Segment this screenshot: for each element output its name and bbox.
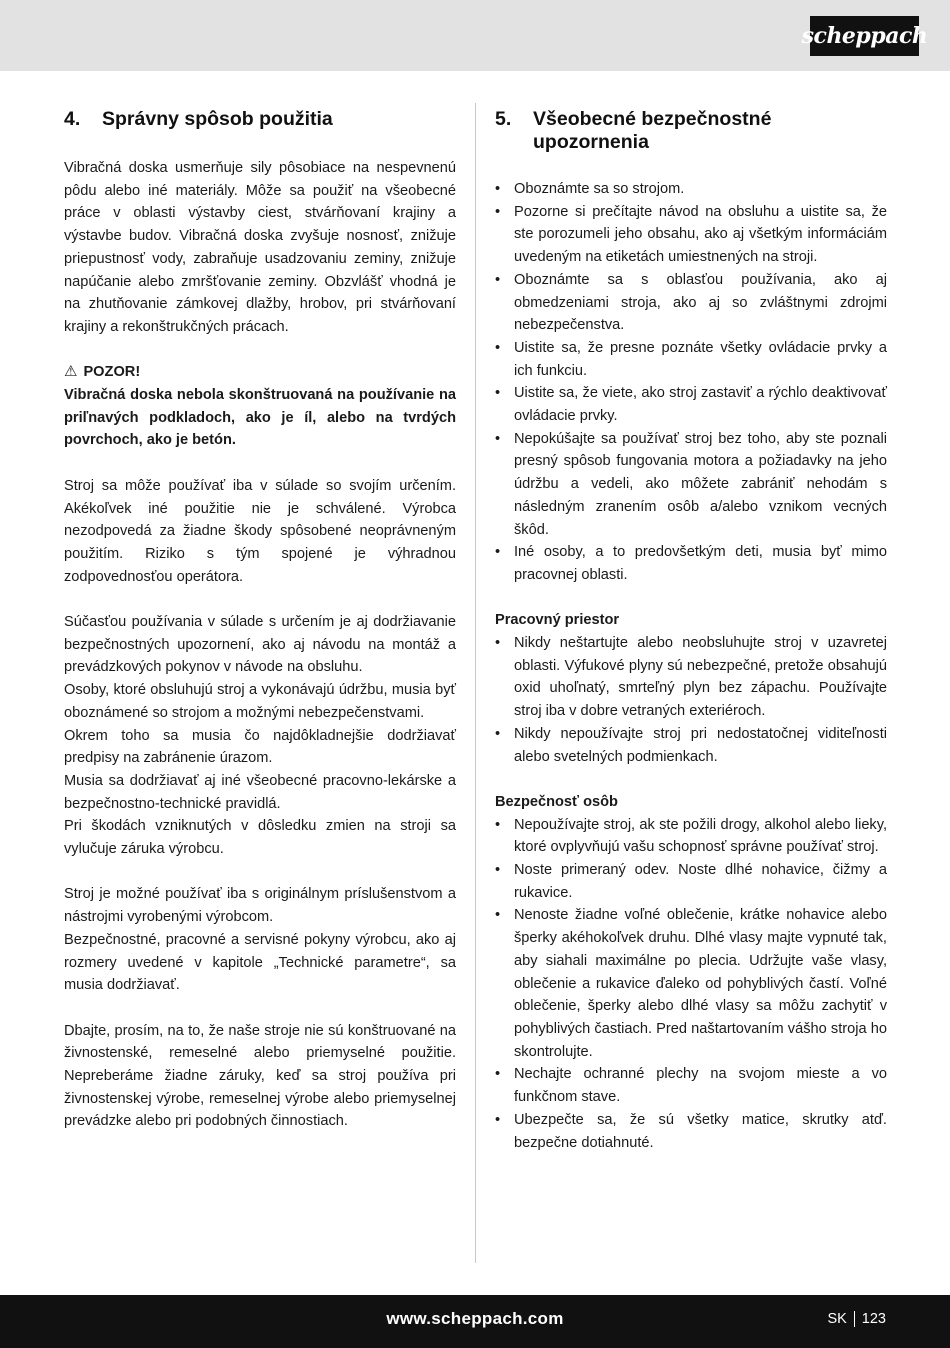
header-band	[0, 0, 950, 71]
warning-title-text: POZOR!	[83, 364, 141, 381]
general-safety-list	[495, 178, 887, 587]
page-indicator	[827, 1295, 886, 1342]
section-4-title: Správny spôsob použitia	[102, 108, 333, 130]
section-4-number: 4.	[64, 108, 81, 130]
right-column	[495, 108, 887, 1154]
commercial-use-paragraph: Dbajte, prosím, na to, že naše stroje nie sú konštruované na živnostenské, remeselné alebo priemyselné použitie. Nepreberáme žiadne záruky, keď sa stroj používa pri živnostenskej výrobe, remeselnej výrobe alebo priemyselnej prevádzke alebo pri podobných činnostiach.	[64, 1022, 456, 1130]
list-item: • Ubezpečte sa, že sú všetky matice, skrutky atď. bezpečne dotiahnuté.	[495, 1109, 887, 1154]
list-item: • Noste primeraný odev. Noste dlhé nohavice, čižmy a rukavice.	[495, 859, 887, 904]
medical-rules-paragraph: Musia sa dodržiavať aj iné všeobecné pracovno-lekárske a bezpečnostno-technické pravidlá.	[64, 772, 456, 812]
list-item: • Nepoužívajte stroj, ak ste požili drogy, alkohol alebo lieky, ktoré ovplyvňujú vašu schopnosť správne používať stroj.	[495, 814, 887, 859]
manufacturer-instructions-paragraph: Bezpečnostné, pracovné a servisné pokyny výrobcu, ako aj rozmery uvedené v kapitole „Technické parametre“, sa musia dodržiavať.	[64, 931, 456, 994]
list-item: • Oboznámte sa so strojom.	[495, 178, 887, 201]
list-item: • Uistite sa, že presne poznáte všetky ovládacie prvky a ich funkciu.	[495, 337, 887, 382]
list-item: • Nepokúšajte sa používať stroj bez toho, aby ste poznali presný spôsob fungovania motora a požiadavky na jeho údržbu a vedeli, ako môžete zabrániť nehodám s následným zranením osôb a/alebo vznikom vecných škôd.	[495, 428, 887, 542]
page-number: 123	[861, 1310, 886, 1327]
section-4-heading	[64, 108, 456, 131]
usage-restriction-paragraph: Stroj sa môže používať iba v súlade so svojím určením. Akékoľvek iné použitie nie je schválené. Výrobca nezodpovedá za žiadne škody spôsobené neoprávneným použitím. Riziko s tým spojené je výhradnou zodpovednosťou operátora.	[64, 477, 456, 585]
section-5-heading	[495, 108, 887, 154]
section-5-title: Všeobecné bezpečnostné upozornenia	[533, 108, 772, 153]
list-item: • Iné osoby, a to predovšetkým deti, musia byť mimo pracovnej oblasti.	[495, 541, 887, 586]
workspace-list	[495, 632, 887, 768]
compliance-paragraph: Súčasťou používania v súlade s určením je aj dodržiavanie bezpečnostných upozornení, ako aj návodu na montáž a prevádzkových pokynov v návode na obsluhu.	[64, 614, 456, 676]
workspace-subheading: Pracovný priestor	[495, 612, 620, 629]
footer-band	[0, 1295, 950, 1348]
footer-url: www.scheppach.com	[386, 1308, 564, 1328]
language-code: SK	[827, 1310, 847, 1327]
list-item: • Nechajte ochranné plechy na svojom mieste a vo funkčnom stave.	[495, 1063, 887, 1108]
column-divider	[475, 103, 476, 1263]
page-separator	[854, 1311, 855, 1327]
accident-prevention-paragraph: Okrem toho sa musia čo najdôkladnejšie dodržiavať predpisy na zabránenie úrazom.	[64, 727, 456, 767]
warning-text: Vibračná doska nebola skonštruovaná na používanie na priľnavých podkladoch, ako je íl, alebo na tvrdých povrchoch, ako je betón.	[64, 387, 456, 449]
list-item: • Nenoste žiadne voľné oblečenie, krátke nohavice alebo šperky akéhokoľvek druhu. Dlhé vlasy majte vypnuté tak, aby siahali maximálne po plecia. Udržujte vaše vlasy, oblečenie a rukavice ďaleko od pohyblivých častí. Voľné oblečenie, šperky alebo dlhé vlasy sa môžu zachytiť v pohyblivých častiach. Pred naštartovaním vášho stroja ho skontrolujte.	[495, 904, 887, 1063]
warranty-paragraph: Pri škodách vzniknutých v dôsledku zmien na stroji sa vylučuje záruka výrobcu.	[64, 818, 456, 858]
accessories-paragraph: Stroj je možné používať iba s originálnym príslušenstvom a nástrojmi vyrobenými výrobcom.	[64, 886, 456, 926]
list-item: • Nikdy nepoužívajte stroj pri nedostatočnej viditeľnosti alebo svetelných podmienkach.	[495, 723, 887, 768]
personal-safety-list	[495, 814, 887, 1155]
list-item: • Oboznámte sa s oblasťou používania, ako aj obmedzeniami stroja, ako aj so zvláštnymi zdrojmi nebezpečenstva.	[495, 269, 887, 337]
list-item: • Nikdy neštartujte alebo neobsluhujte stroj v uzavretej oblasti. Výfukové plyny sú nebezpečné, pretože obsahujú oxid uhoľnatý, smrteľný plyn bez zápachu. Používajte stroj iba v dobre vetraných exteriéroch.	[495, 632, 887, 723]
warning-triangle-icon: ⚠	[64, 363, 78, 381]
warning-title	[64, 361, 456, 384]
intended-use-paragraph: Vibračná doska usmerňuje sily pôsobiace na nespevnenú pôdu alebo iné materiály. Môže sa použiť na všeobecné práce v oblasti výstavby ciest, stvárňovaní krajiny a výstavbe budov. Vibračná doska zvyšuje nosnosť, znižuje priepustnosť vody, zabraňuje usadzovaniu zeminy, znižuje napúčanie alebo zmršťovanie zeminy. Obzvlášť vhodná je na zhutňovanie zámkovej dlažby, hrobov, pri stvárňovaní krajiny a rekonštrukčných prácach.	[64, 160, 456, 335]
list-item: • Pozorne si prečítajte návod na obsluhu a uistite sa, že ste porozumeli jeho obsahu, ako aj všetkým informáciám uvedeným na etiketách umiestnených na stroji.	[495, 201, 887, 269]
list-item: • Uistite sa, že viete, ako stroj zastaviť a rýchlo deaktivovať ovládacie prvky.	[495, 382, 887, 427]
personal-safety-subheading: Bezpečnosť osôb	[495, 793, 618, 810]
operators-paragraph: Osoby, ktoré obsluhujú stroj a vykonávajú údržbu, musia byť oboznámené so strojom a možnými nebezpečenstvami.	[64, 682, 456, 721]
left-column	[64, 108, 456, 1133]
section-5-number: 5.	[495, 108, 512, 130]
scheppach-logo: scheppach	[810, 16, 919, 56]
